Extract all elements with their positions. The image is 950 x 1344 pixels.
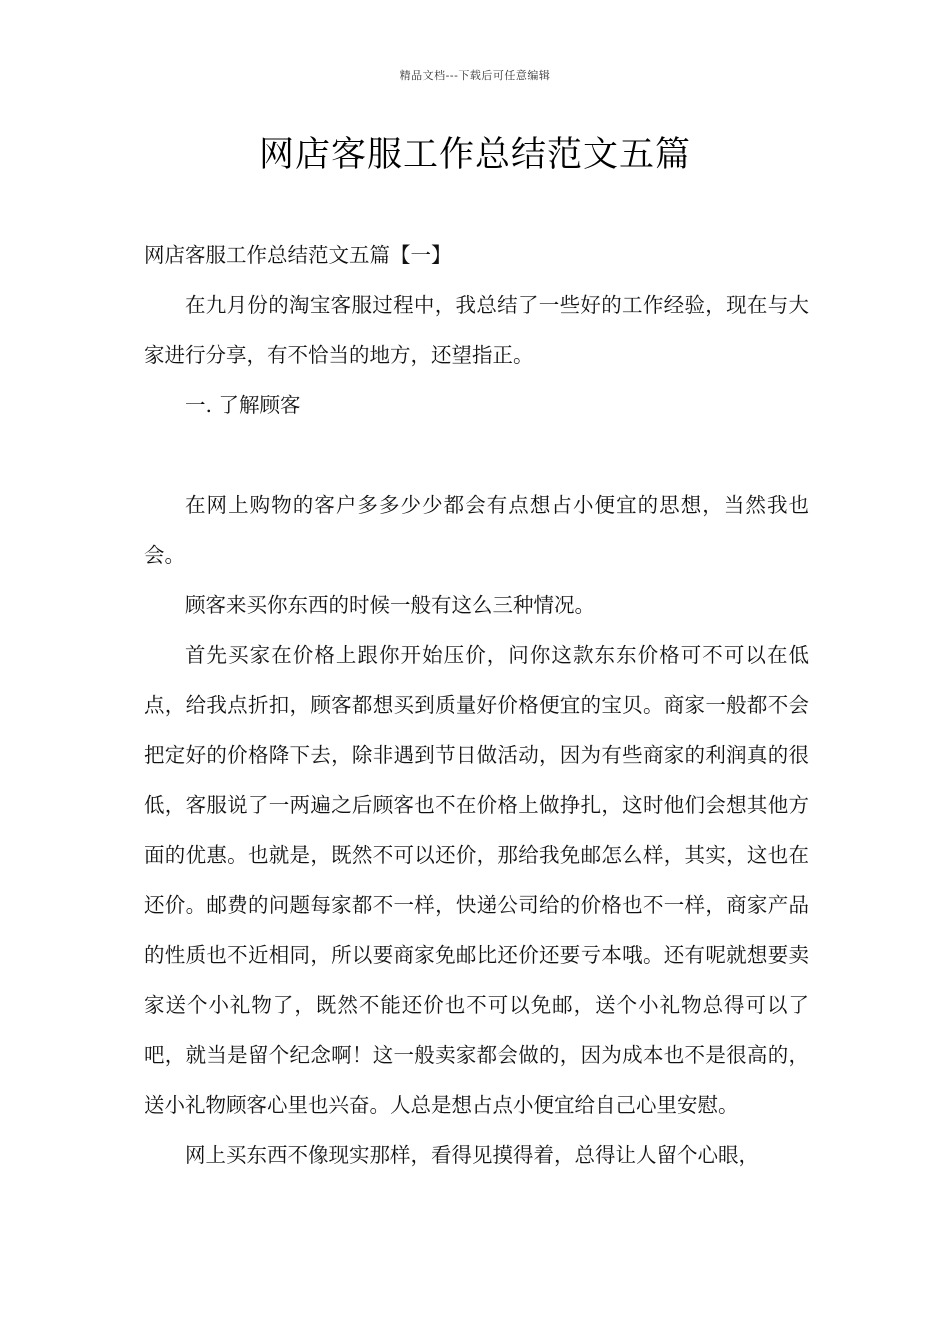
- page-header: 精品文档---下载后可任意编辑: [399, 69, 551, 82]
- paragraph-bargain-mindset: 在网上购物的客户多多少少都会有点想占小便宜的思想，当然我也会。: [144, 493, 809, 567]
- section-heading: 网店客服工作总结范文五篇【一】: [144, 243, 452, 267]
- paragraph-three-situations: 顾客来买你东西的时候一般有这么三种情况。: [185, 593, 595, 617]
- document-body: [144, 230, 809, 1180]
- document-title: 网店客服工作总结范文五篇: [258, 135, 691, 175]
- blank-line: [144, 430, 809, 480]
- paragraph-price-negotiation: 首先买家在价格上跟你开始压价，问你这款东东价格可不可以在低点，给我点折扣，顾客都想买到质量好价格便宜的宝贝。商家一般都不会把定好的价格降下去，除非遇到节日做活动，因为有些商家的利润真的很低，客服说了一两遍之后顾客也不在价格上做挣扎，这时他们会想其他方面的优惠。也就是，既然不可以还价，那给我免邮怎么样，其实，这也在还价。邮费的问题每家都不一样，快递公司给的价格也不一样，商家产品的性质也不近相同，所以要商家免邮比还价还要亏本哦。还有呢就想要卖家送个小礼物了，既然不能还价也不可以免邮，送个小礼物总得可以了吧，就当是留个纪念啊！这一般卖家都会做的，因为成本也不是很高的，送小礼物顾客心里也兴奋。人总是想占点小便宜给自己心里安慰。: [144, 643, 809, 1117]
- paragraph-online-shopping: 网上买东西不像现实那样，看得见摸得着，总得让人留个心眼，: [185, 1143, 759, 1167]
- subheading-understand-customers: 一. 了解顾客: [185, 393, 301, 417]
- paragraph-intro: 在九月份的淘宝客服过程中，我总结了一些好的工作经验，现在与大家进行分享，有不恰当的地方，还望指正。: [144, 293, 809, 367]
